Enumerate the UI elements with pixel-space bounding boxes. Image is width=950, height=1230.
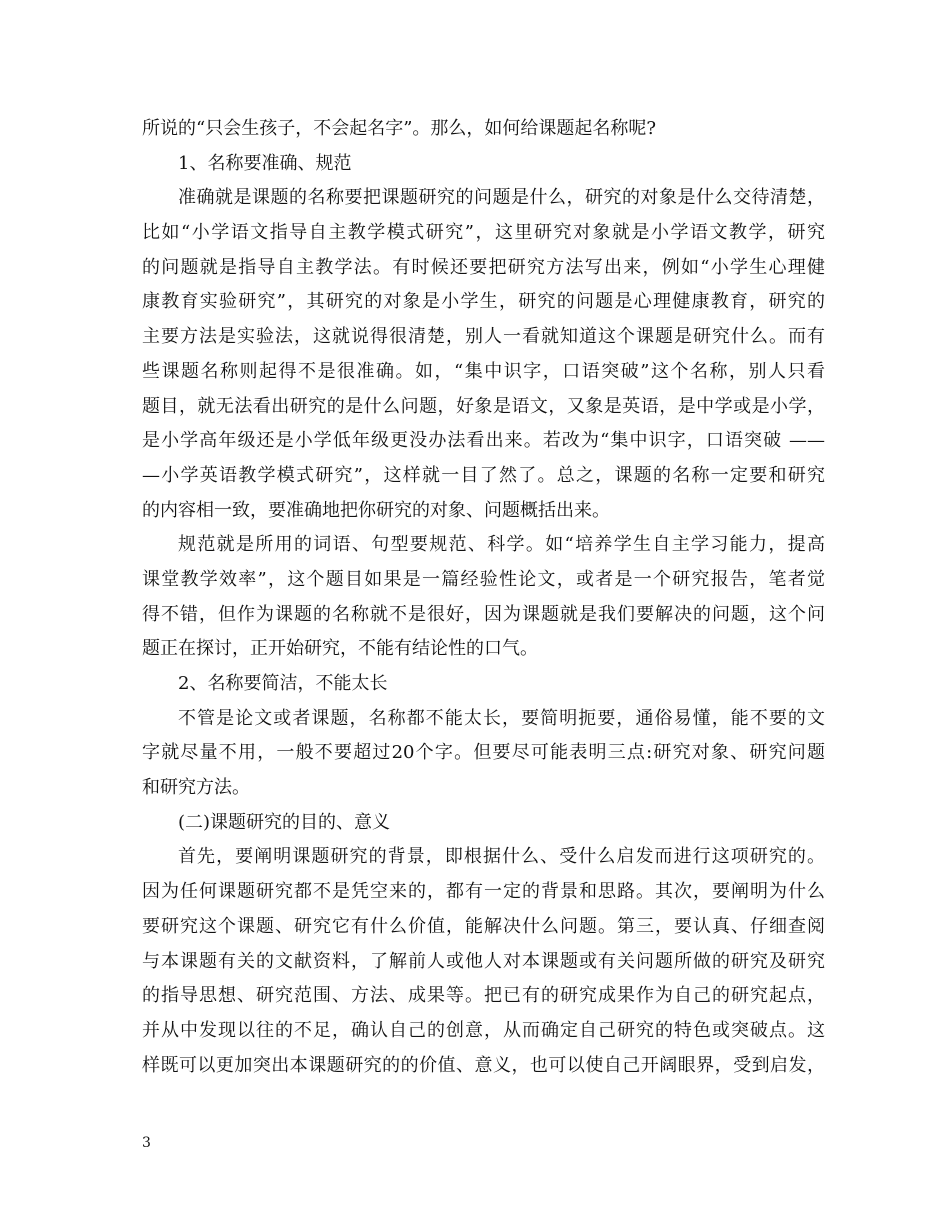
text-line: 规范就是所用的词语、句型要规范、科学。如“培养学生自主学习能力，提高	[178, 534, 825, 556]
section-heading: (二)课题研究的目的、意义	[178, 811, 391, 833]
text-line: 和研究方法。	[142, 777, 250, 799]
text-line: 比如“小学语文指导自主教学模式研究”，这里研究对象就是小学语文教学，研究	[142, 222, 825, 244]
text-line: 的问题就是指导自主教学法。有时候还要把研究方法写出来，例如“小学生心理健	[142, 256, 825, 278]
text-line: 的指导思想、研究范围、方法、成果等。把已有的研究成果作为自己的研究起点，	[142, 985, 825, 1007]
text-line: 些课题名称则起得不是很准确。如，“集中识字，口语突破”这个名称，别人只看	[142, 360, 825, 382]
section-heading: 1、名称要准确、规范	[178, 152, 352, 174]
text-line: 要研究这个课题、研究它有什么价值，能解决什么问题。第三，要认真、仔细查阅	[142, 915, 825, 937]
text-line: 并从中发现以往的不足，确认自己的创意，从而确定自己研究的特色或突破点。这	[142, 1019, 825, 1041]
text-line: —小学英语教学模式研究”，这样就一目了然了。总之，课题的名称一定要和研究	[142, 464, 825, 486]
text-line: 康教育实验研究”，其研究的对象是小学生，研究的问题是心理健康教育，研究的	[142, 291, 825, 313]
text-line: 主要方法是实验法，这就说得很清楚，别人一看就知道这个课题是研究什么。而有	[142, 326, 825, 348]
text-line: 与本课题有关的文献资料，了解前人或他人对本课题或有关问题所做的研究及研究	[142, 950, 825, 972]
text-line: 首先，要阐明课题研究的背景，即根据什么、受什么启发而进行这项研究的。	[178, 846, 825, 868]
section-heading: 2、名称要简洁，不能太长	[178, 673, 388, 694]
text-line: 的内容相一致，要准确地把你研究的对象、问题概括出来。	[142, 499, 610, 521]
text-line: 课堂教学效率”，这个题目如果是一篇经验性论文，或者是一个研究报告，笔者觉	[142, 568, 825, 590]
text-line: 因为任何课题研究都不是凭空来的，都有一定的背景和思路。其次，要阐明为什么	[142, 881, 825, 903]
text-line: 字就尽量不用，一般不要超过20个字。但要尽可能表明三点:研究对象、研究问题	[142, 742, 825, 764]
text-line: 得不错，但作为课题的名称就不是很好，因为课题就是我们要解决的问题，这个问	[142, 603, 825, 625]
text-line: 不管是论文或者课题，名称都不能太长，要简明扼要，通俗易懂，能不要的文	[178, 707, 825, 729]
document-body	[142, 112, 825, 1083]
text-line: 准确就是课题的名称要把课题研究的问题是什么，研究的对象是什么交待清楚，	[178, 187, 825, 209]
text-line: 是小学高年级还是小学低年级更没办法看出来。若改为“集中识字，口语突破 ——	[142, 430, 825, 452]
text-line: 题正在探讨，正开始研究，不能有结论性的口气。	[142, 638, 538, 660]
text-line: 所说的“只会生孩子，不会起名字”。那么，如何给课题起名称呢?	[142, 118, 657, 139]
text-line: 样既可以更加突出本课题研究的的价值、意义，也可以使自己开阔眼界，受到启发，	[142, 1054, 825, 1076]
page-number: 3	[142, 1135, 151, 1151]
text-line: 题目，就无法看出研究的是什么问题，好象是语文，又象是英语，是中学或是小学，	[142, 395, 825, 417]
